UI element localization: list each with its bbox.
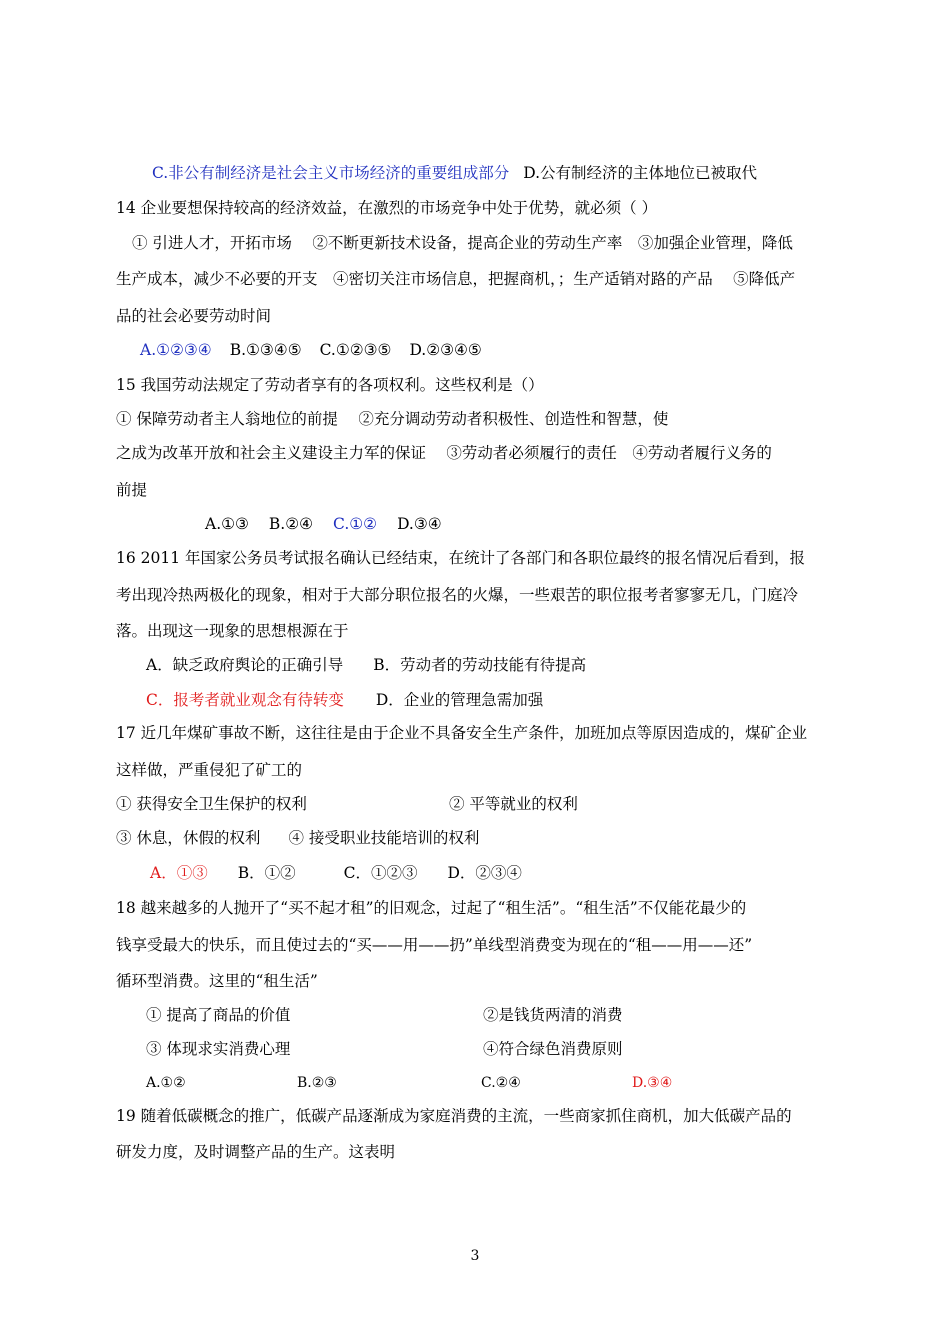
q17-options — [150, 863, 522, 883]
q17-item-4: ④ 接受职业技能培训的权利 — [288, 829, 480, 847]
q14-statements-line-2: 生产成本，减少不必要的开支 ④密切关注市场信息，把握商机，；生产适销对路的产品 ⑤降低产 — [116, 270, 796, 288]
q17-option-a: A．①③ — [150, 864, 208, 882]
q16-option-a: A．缺乏政府舆论的正确引导 — [146, 656, 344, 674]
q16-stem-line-2: 考出现冷热两极化的现象，相对于大部分职位报名的火爆，一些艰苦的职位报考者寥寥无几，门庭冷 — [116, 586, 799, 604]
q17-stem-line-2: 这样做，严重侵犯了矿工的 — [116, 761, 303, 779]
q16-option-c: C．报考者就业观念有待转变 — [146, 691, 344, 709]
q15-option-d: D.③④ — [397, 515, 442, 533]
q16-stem-line-1: 16 2011 年国家公务员考试报名确认已经结束，在统计了各部门和各职位最终的报名情况后看到，报 — [116, 549, 806, 567]
q17-item-1: ① 获得安全卫生保护的权利 — [116, 795, 307, 813]
q18-stem-line-3: 循环型消费。这里的“租生活” — [116, 972, 318, 990]
q15-option-a: A.①③ — [205, 515, 249, 533]
q13-option-d: D.公有制经济的主体地位已被取代 — [523, 164, 758, 182]
q15-stem: 15 我国劳动法规定了劳动者享有的各项权利。这些权利是（） — [116, 376, 544, 394]
q15-statements-line-3: 前提 — [116, 481, 148, 499]
q17-item-2: ② 平等就业的权利 — [449, 795, 578, 813]
q13-options-cd — [152, 163, 757, 183]
q14-stem: 14 企业要想保持较高的经济效益，在激烈的市场竞争中处于优势，就必须（ ） — [116, 199, 658, 217]
q18-stem-line-2: 钱享受最大的快乐，而且使过去的“买——用——扔”单线型消费变为现在的“租——用——还” — [116, 936, 753, 954]
q17-items-row-2 — [116, 828, 479, 848]
q18-option-a: A.①② — [146, 1075, 186, 1091]
q14-option-d: D.②③④⑤ — [409, 341, 482, 359]
q19-stem-line-1: 19 随着低碳概念的推广，低碳产品逐渐成为家庭消费的主流，一些商家抓住商机，加大低碳产品的 — [116, 1107, 792, 1125]
q17-items-row-1 — [116, 794, 307, 814]
q13-option-c: C.非公有制经济是社会主义市场经济的重要组成部分 — [152, 164, 510, 182]
q18-item-3: ③ 体现求实消费心理 — [146, 1040, 291, 1058]
q18-item-1: ① 提高了商品的价值 — [146, 1006, 291, 1024]
q14-statements-line-3: 品的社会必要劳动时间 — [116, 307, 272, 325]
q18-option-c: C.②④ — [481, 1075, 521, 1091]
page-number: 3 — [470, 1248, 480, 1264]
q18-item-4: ④符合绿色消费原则 — [483, 1040, 623, 1058]
q15-option-b: B.②④ — [268, 515, 314, 533]
q17-item-3: ③ 休息，休假的权利 — [116, 829, 261, 847]
q16-stem-line-3: 落。出现这一现象的思想根源在于 — [116, 622, 349, 640]
q19-stem-line-2: 研发力度，及时调整产品的生产。这表明 — [116, 1143, 396, 1161]
q15-statements-line-2: 之成为改革开放和社会主义建设主力军的保证 ③劳动者必须履行的责任 ④劳动者履行义务的 — [116, 444, 772, 462]
q17-stem-line-1: 17 近几年煤矿事故不断，这往往是由于企业不具备安全生产条件，加班加点等原因造成的，煤矿企业 — [116, 724, 808, 742]
q15-option-c: C.①② — [333, 515, 378, 533]
q16-option-d: D．企业的管理急需加强 — [375, 691, 544, 709]
q14-option-c: C.①②③⑤ — [319, 341, 392, 359]
q16-options-ab — [146, 655, 586, 675]
q14-options — [140, 340, 482, 360]
q18-option-d: D.③④ — [632, 1075, 673, 1091]
q17-option-c: C．①②③ — [343, 864, 418, 882]
q14-option-b: B.①③④⑤ — [229, 341, 302, 359]
q16-option-b: B．劳动者的劳动技能有待提高 — [373, 656, 587, 674]
q15-options — [205, 514, 442, 534]
q14-statements-line-1: ① 引进人才，开拓市场 ②不断更新技术设备，提高企业的劳动生产率 ③加强企业管理，降低 — [132, 234, 793, 252]
q17-option-d: D．②③④ — [447, 864, 522, 882]
q18-item-2: ②是钱货两清的消费 — [483, 1006, 623, 1024]
q18-stem-line-1: 18 越来越多的人抛开了“买不起才租”的旧观念，过起了“租生活”。“租生活”不仅能花最少的 — [116, 899, 747, 917]
q17-option-b: B．①② — [237, 864, 296, 882]
q18-option-b: B.②③ — [297, 1075, 337, 1091]
q16-options-cd — [146, 690, 543, 710]
q15-statements-line-1: ① 保障劳动者主人翁地位的前提 ②充分调动劳动者积极性、创造性和智慧，使 — [116, 410, 669, 428]
q14-option-a: A.①②③④ — [140, 341, 212, 359]
